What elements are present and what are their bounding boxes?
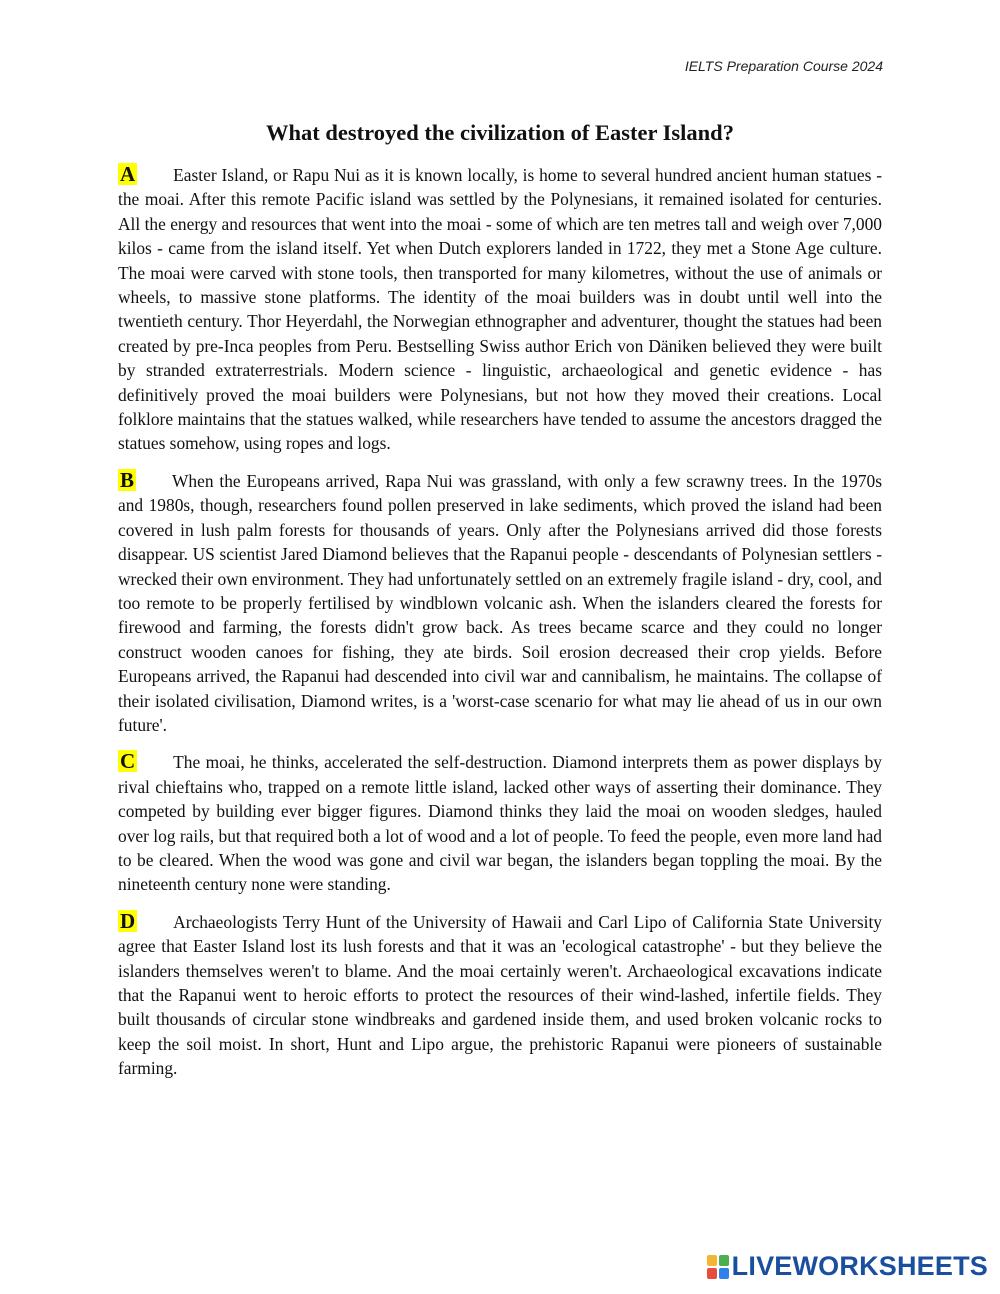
paragraph-text-b: When the Europeans arrived, Rapa Nui was grassland, with only a few scrawny trees. In the 1970s and 1980s, though, researchers found pollen preserved in lake sediments, which proved the island had been covered in lush palm forests for thousands of years. Only after the Polynesians arrived did those forests disappear. US scientist Jared Diamond believes that the Rapanui people - descendants of Polynesian settlers - wrecked their own environment. They had unfortunately settled on an extremely fragile island - dry, cool, and too remote to be properly fertilised by windblown volcanic ash. When the islanders cleared the forests for firewood and farming, the forests didn't grow back. As trees became scarce and they could no longer construct wooden canoes for fishing, they ate birds. Soil erosion decreased their crop yields. Before Europeans arrived, the Rapanui had descended into civil war and cannibalism, he maintains. The collapse of their isolated civilisation, Diamond writes, is a 'worst-case scenario for what may lie ahead of us in our own future'. <box>118 470 882 735</box>
paragraph-letter-d: D <box>120 908 136 933</box>
liveworksheets-wordmark: LIVEWORKSHEETS <box>731 1251 988 1281</box>
article-body <box>118 163 882 1094</box>
page-title: What destroyed the civilization of Easter Island? <box>266 120 734 145</box>
logo-tile-2 <box>719 1255 729 1266</box>
logo-tile-4 <box>719 1268 729 1279</box>
paragraph-text-a: Easter Island, or Rapu Nui as it is known locally, is home to several hundred ancient human statues - the moai. After this remote Pacific island was settled by the Polynesians, it remained isolated for centuries. All the energy and resources that went into the moai - some of which are ten metres tall and weigh over 7,000 kilos - came from the island itself. Yet when Dutch explorers landed in 1722, they met a Stone Age culture. The moai were carved with stone tools, then transported for many kilometres, without the use of animals or wheels, to massive stone platforms. The identity of the moai builders was in doubt until well into the twentieth century. Thor Heyerdahl, the Norwegian ethnographer and adventurer, thought the statues had been created by pre-Inca peoples from Peru. Bestselling Swiss author Erich von Däniken believed they were built by stranded extraterrestrials. Modern science - linguistic, archaeological and genetic evidence - has definitively proved the moai builders were Polynesians, but not how they moved their creations. Local folklore maintains that the statues walked, while researchers have tended to assume the ancestors dragged the statues somehow, using ropes and logs. <box>118 165 882 454</box>
paragraph-b <box>118 469 882 737</box>
paragraph-letter-c: C <box>120 749 136 774</box>
paragraph-letter-a: A <box>120 162 136 186</box>
paragraph-text-c: The moai, he thinks, accelerated the self-destruction. Diamond interprets them as power displays by rival chieftains who, trapped on a remote little island, lacked other ways of asserting their dominance. They competed by building ever bigger figures. Diamond thinks they laid the moai on wooden sledges, hauled over log rails, but that required both a lot of wood and a lot of people. To feed the people, even more land had to be cleared. When the wood was gone and civil war began, the islanders began toppling the moai. By the nineteenth century none were standing. <box>118 752 882 895</box>
logo-tile-1 <box>707 1255 717 1266</box>
paragraph-letter-b: B <box>120 467 135 492</box>
paragraph-text-d: Archaeologists Terry Hunt of the University of Hawaii and Carl Lipo of California State University agree that Easter Island lost its lush forests and that it was an 'ecological catastrophe' - but they believe the islanders themselves weren't to blame. And the moai certainly weren't. Archaeological excavations indicate that the Rapanui went to heroic efforts to protect the resources of their wind-lashed, infertile fields. They built thousands of circular stone windbreaks and gardened inside them, and used broken volcanic rocks to keep the soil moist. In short, Hunt and Lipo argue, the prehistoric Rapanui were pioneers of sustainable farming. <box>118 911 882 1079</box>
liveworksheets-logo-icon <box>707 1255 729 1279</box>
running-header: IELTS Preparation Course 2024 <box>684 58 883 74</box>
paragraph-c <box>118 750 882 896</box>
logo-tile-3 <box>707 1268 717 1279</box>
paragraph-a <box>118 163 882 456</box>
paragraph-d <box>118 910 882 1081</box>
liveworksheets-brand[interactable] <box>707 1251 988 1282</box>
